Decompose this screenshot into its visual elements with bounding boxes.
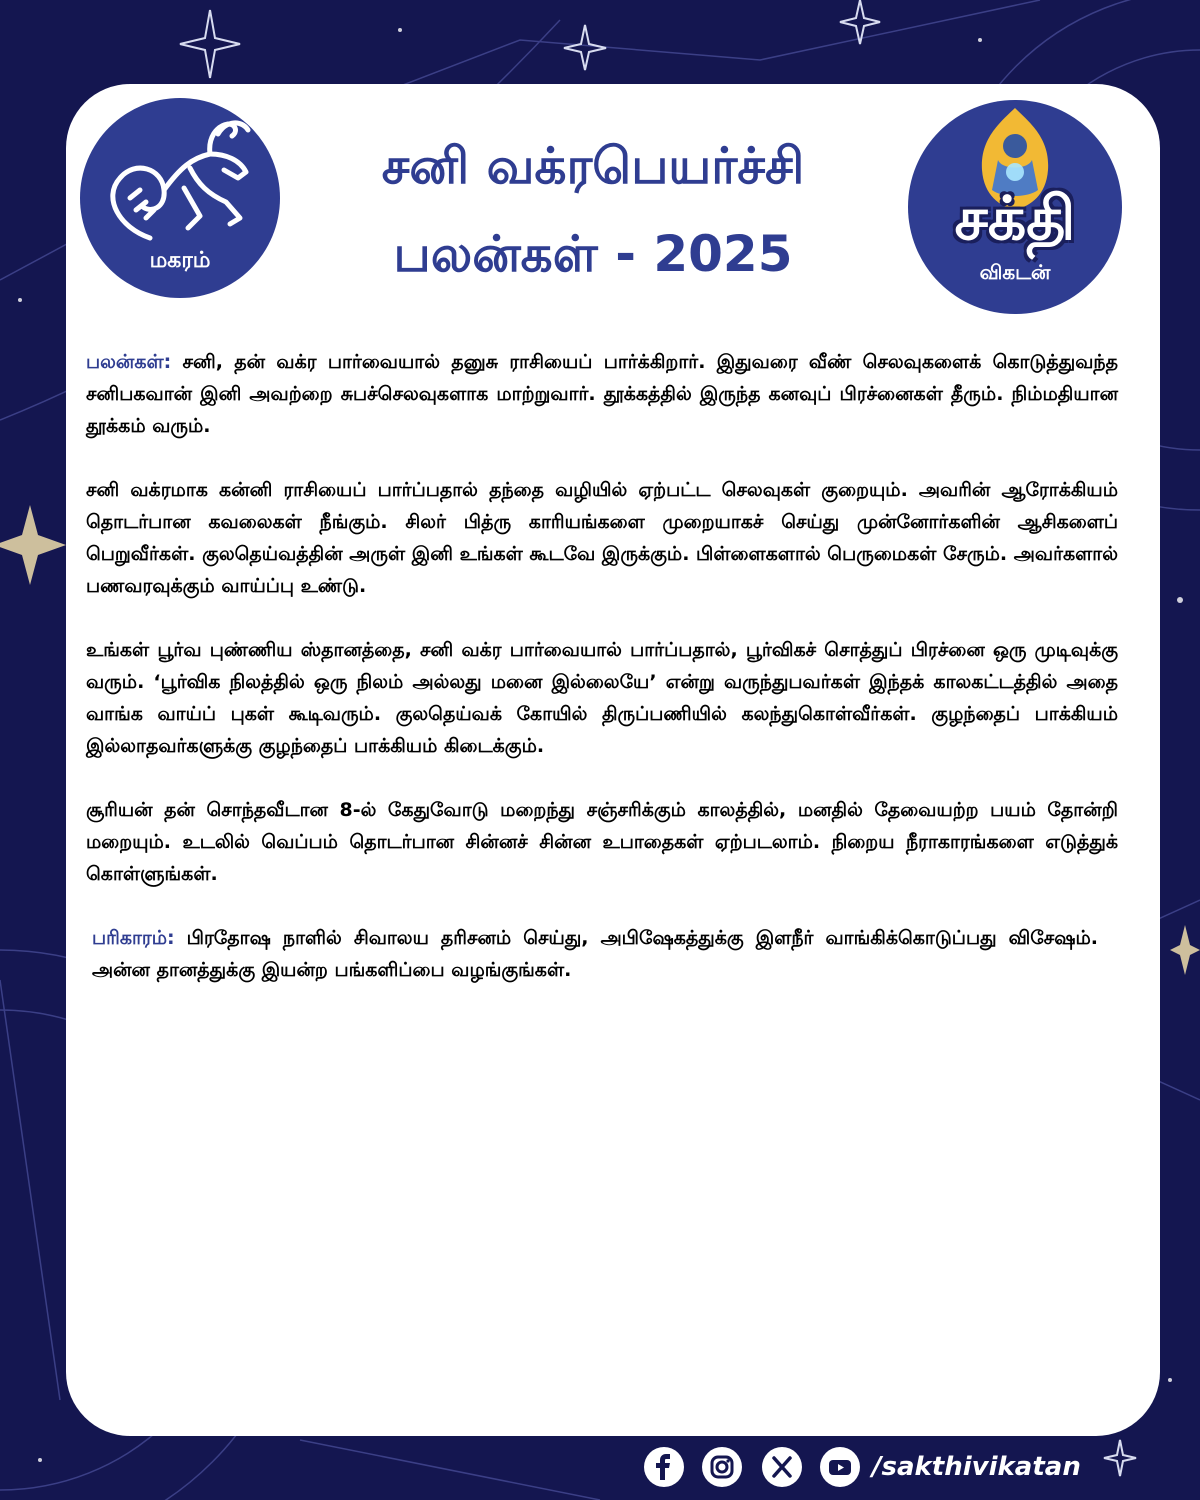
paragraph-4: சூரியன் தன் சொந்தவீடான 8-ல் கேதுவோடு மறைந்து சஞ்சரிக்கும் காலத்தில், மனதில் தேவையற்ற பயம் தோன்றி மறையும். உடலில் வெப்பம் தொடர்பான சின்னச் சின்ன உபாதைகள் ஏற்படலாம். நிறைய நீராகாரங்களை எடுத்துக் கொள்ளுங்கள். bbox=[86, 799, 1118, 885]
brand-subtitle: விகடன் bbox=[979, 260, 1051, 284]
sakthi-vikatan-logo bbox=[908, 100, 1122, 314]
x-icon[interactable] bbox=[762, 1447, 802, 1487]
paragraph-remedy bbox=[86, 922, 1118, 986]
paragraph-2: சனி வக்ரமாக கன்னி ராசியைப் பார்ப்பதால் தந்தை வழியில் ஏற்பட்ட செலவுகள் குறையும். அவரின் ஆரோக்கியம் தொடர்பான கவலைகள் நீங்கும். சிலர் பித்ரு காரியங்களை முறையாகச் செய்து முன்னோர்களின் ஆசிகளைப் பெறுவீர்கள். குலதெய்வத்தின் அருள் இனி உங்கள் கூடவே இருக்கும். பிள்ளைகளால் பெருமைகள் சேரும். அவர்களால் பணவரவுக்கும் வாய்ப்பு உண்டு. bbox=[86, 479, 1118, 597]
instagram-icon[interactable] bbox=[702, 1447, 742, 1487]
youtube-icon[interactable] bbox=[820, 1447, 860, 1487]
page-title bbox=[288, 122, 898, 298]
remedy-text: பிரதோஷ நாளில் சிவாலய தரிசனம் செய்து, அபிஷேகத்துக்கு இளநீர் வாங்கிக்கொடுப்பது விசேஷம். அன்ன தானத்துக்கு இயன்ற பங்களிப்பை வழங்குங்கள். bbox=[92, 927, 1098, 981]
paragraph-3: உங்கள் பூர்வ புண்ணிய ஸ்தானத்தை, சனி வக்ர பார்வையால் பார்ப்பதால், பூர்விகச் சொத்துப் பிரச்னை ஒரு முடிவுக்கு வரும். ‘பூர்விக நிலத்தில் ஒரு நிலம் அல்லது மனை இல்லையே’ என்று வருந்துபவர்கள் இந்தக் காலகட்டத்தில் அதை வாங்க வாய்ப் புகள் கூடிவரும். குலதெய்வக் கோயில் திருப்பணியில் கலந்துகொள்வீர்கள். குழந்தைப் பாக்கியம் இல்லாதவர்களுக்கு குழந்தைப் பாக்கியம் கிடைக்கும். bbox=[86, 639, 1118, 757]
article-body bbox=[86, 346, 1118, 1018]
remedy-label: பரிகாரம்: bbox=[92, 927, 175, 949]
title-line-2: பலன்கள் - 2025 bbox=[393, 225, 793, 283]
facebook-icon[interactable] bbox=[644, 1447, 684, 1487]
paragraph-benefits bbox=[86, 346, 1118, 442]
content-card bbox=[66, 84, 1160, 1436]
benefits-text: சனி, தன் வக்ர பார்வையால் தனுசு ராசியைப் பார்க்கிறார். இதுவரை வீண் செலவுகளைக் கொடுத்துவந்த சனிபகவான் இனி அவற்றை சுபச்செலவுகளாக மாற்றுவார். தூக்கத்தில் இருந்த கனவுப் பிரச்னைகள் தீரும். நிம்மதியான தூக்கம் வரும். bbox=[86, 351, 1118, 437]
zodiac-sign-name: மகரம் bbox=[149, 248, 211, 273]
title-line-1: சனி வக்ரபெயர்ச்சி bbox=[381, 137, 805, 195]
brand-title: சக்தி bbox=[954, 184, 1076, 254]
benefits-label: பலன்கள்: bbox=[86, 351, 172, 373]
capricorn-emblem bbox=[80, 98, 280, 298]
social-handle[interactable]: /sakthivikatan bbox=[872, 1452, 1081, 1482]
